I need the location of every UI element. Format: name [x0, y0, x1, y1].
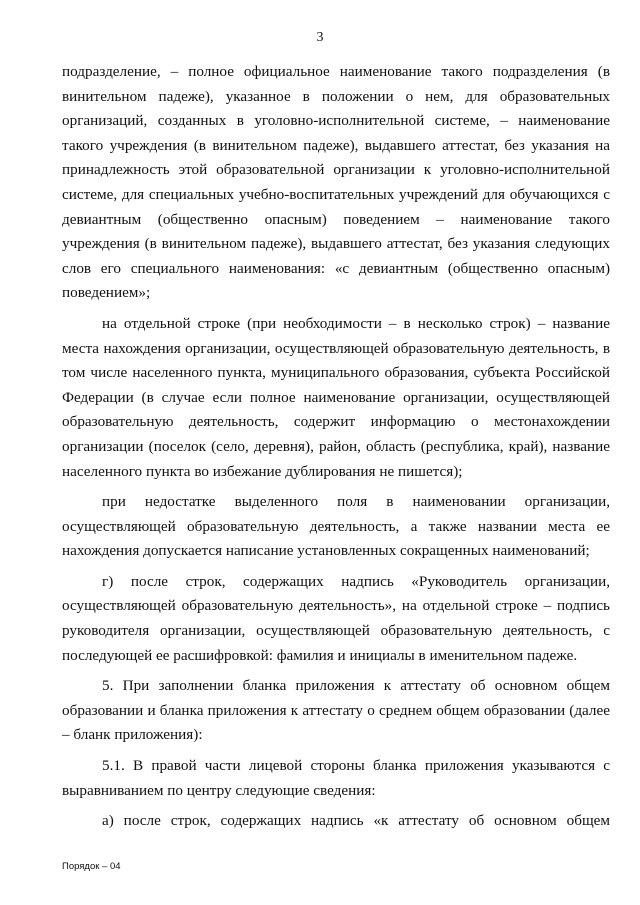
- paragraph-1: подразделение, – полное официальное наименование такого подразделения (в винительном падеже), указанное в положении о нем, для образовательных организаций, созданных в уголовно-исполнительной системе, – наименование такого учреждения (в винительном падеже), выдавшего аттестат, без указания на принадлежность этой образовательной организации к уголовно-исполнительной системе, для специальных учебно-воспитательных учреждений для обучающихся с девиантным (общественно опасным) поведением – наименование такого учреждения (в винительном падеже), выдавшего аттестат, без указания следующих слов его специального наименования: «с девиантным (общественно опасным) поведением»;: [62, 63, 610, 302]
- paragraph-7: а) после строк, содержащих надпись «к аттестату об основном общем: [102, 812, 610, 830]
- page-number: 3: [316, 30, 324, 45]
- document-text: [62, 60, 610, 840]
- paragraph-3: при недостатке выделенного поля в наименовании организации, осуществляющей образовательную деятельность, а также названии места ее нахождения допускается написание установленных сокращенных наименований;: [62, 493, 610, 560]
- footer-code: Порядок – 04: [62, 861, 121, 872]
- paragraph-6: 5.1. В правой части лицевой стороны бланка приложения указываются с выравниванием по центру следующие сведения:: [62, 757, 610, 799]
- paragraph-2: на отдельной строке (при необходимости – в несколько строк) – название места нахождения организации, осуществляющей образовательную деятельность, в том числе населенного пункта, муниципального образования, субъекта Российской Федерации (в случае если полное наименование организации, осуществляющей образовательную деятельность, содержит информацию о местонахождении организации (поселок (село, деревня), район, область (республика, край), название населенного пункта во избежание дублирования не пишется);: [62, 314, 610, 480]
- paragraph-5: 5. При заполнении бланка приложения к аттестату об основном общем образовании и бланка приложения к аттестату о среднем общем образовании (далее – бланк приложения):: [62, 677, 610, 744]
- paragraph-4: г) после строк, содержащих надпись «Руководитель организации, осуществляющей образовательную деятельность», на отдельной строке – подпись руководителя организации, осуществляющей образовательную деятельность, с последующей ее расшифровкой: фамилия и инициалы в именительном падеже.: [62, 572, 610, 664]
